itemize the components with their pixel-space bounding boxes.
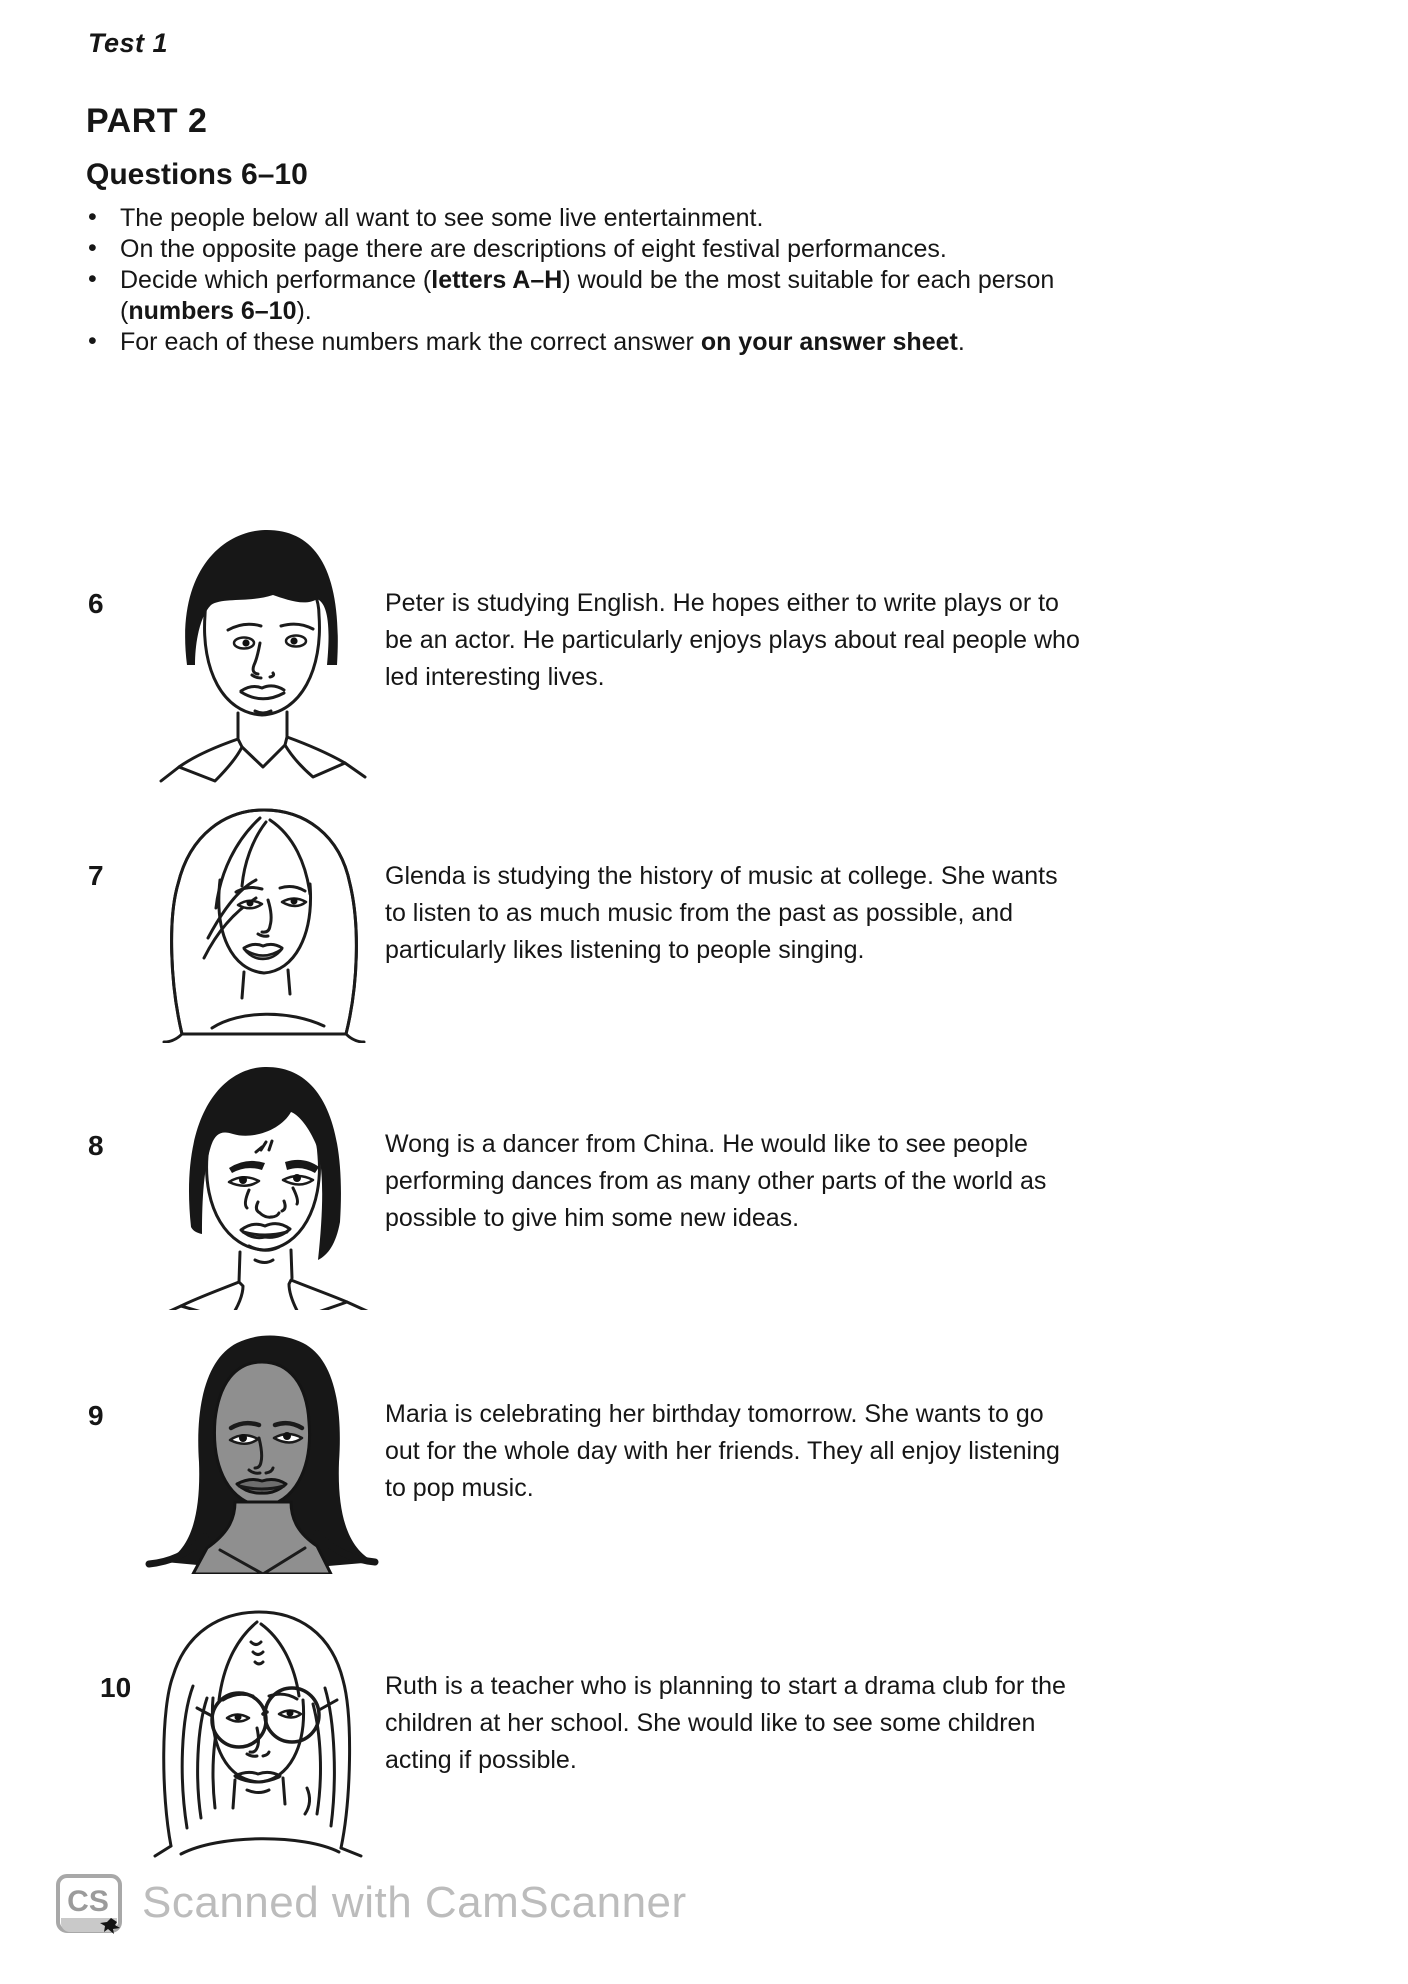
instruction-text: Decide which performance (letters A–H) would be the most suitable for each person (numbers 6–10). [120, 266, 1055, 325]
person-9-description: Maria is celebrating her birthday tomorrow. She wants to go out for the whole day with her friends. They all enjoy listening to pop music. [385, 1400, 1060, 1502]
person-8-description: Wong is a dancer from China. He would like to see people performing dances from as many other parts of the world as possible to give him some new ideas. [385, 1130, 1047, 1232]
question-number-7: 7 [88, 860, 104, 891]
person-10-description: Ruth is a teacher who is planning to start a drama club for the children at her school. She would like to see some children acting if possible. [385, 1672, 1066, 1774]
person-9-portrait [135, 1312, 385, 1574]
person-6-description: Peter is studying English. He hopes either to write plays or to be an actor. He particularly enjoys plays about real people who led interesting lives. [385, 589, 1080, 691]
instruction-bullet-4 [86, 327, 1166, 358]
question-number-9: 9 [88, 1400, 104, 1431]
woman-dark-skin-illustration [135, 1312, 385, 1574]
person-10-portrait [135, 1588, 385, 1860]
bullet-icon: • [88, 265, 97, 293]
instruction-text: On the opposite page there are descriptions of eight festival performances. [120, 235, 947, 263]
man-dark-hair-illustration [145, 515, 380, 785]
bullet-icon: • [88, 234, 97, 262]
instruction-text: For each of these numbers mark the correct answer on your answer sheet. [120, 328, 965, 356]
woman-light-hair-illustration [148, 788, 378, 1043]
person-6-portrait [145, 515, 380, 785]
question-number-10: 10 [100, 1672, 132, 1703]
scanned-with-camscanner-label: Scanned with CamScanner [142, 1878, 687, 1927]
questions-range-title: Questions 6–10 [86, 158, 308, 191]
question-number-8: 8 [88, 1130, 104, 1161]
instruction-bullet-3 [86, 265, 1166, 327]
question-number-6: 6 [88, 588, 104, 619]
instruction-bullet-2 [86, 234, 1166, 265]
camscanner-logo-icon [56, 1874, 126, 1936]
instruction-list [86, 203, 1166, 358]
woman-glasses-illustration [135, 1588, 385, 1860]
test-label: Test 1 [88, 28, 169, 58]
bullet-icon: • [88, 327, 97, 355]
person-7-portrait [148, 788, 378, 1043]
instruction-text: The people below all want to see some live entertainment. [120, 204, 764, 232]
svg-text:CS: CS [67, 1885, 109, 1918]
person-7-description: Glenda is studying the history of music at college. She wants to listen to as much music from the past as possible, and particularly likes listening to people singing. [385, 862, 1058, 964]
man-bowl-cut-illustration [145, 1052, 380, 1310]
instruction-bullet-1 [86, 203, 1166, 234]
person-8-portrait [145, 1052, 380, 1310]
part-title: PART 2 [86, 102, 208, 140]
camscanner-logo [56, 1874, 126, 1936]
bullet-icon: • [88, 203, 97, 231]
